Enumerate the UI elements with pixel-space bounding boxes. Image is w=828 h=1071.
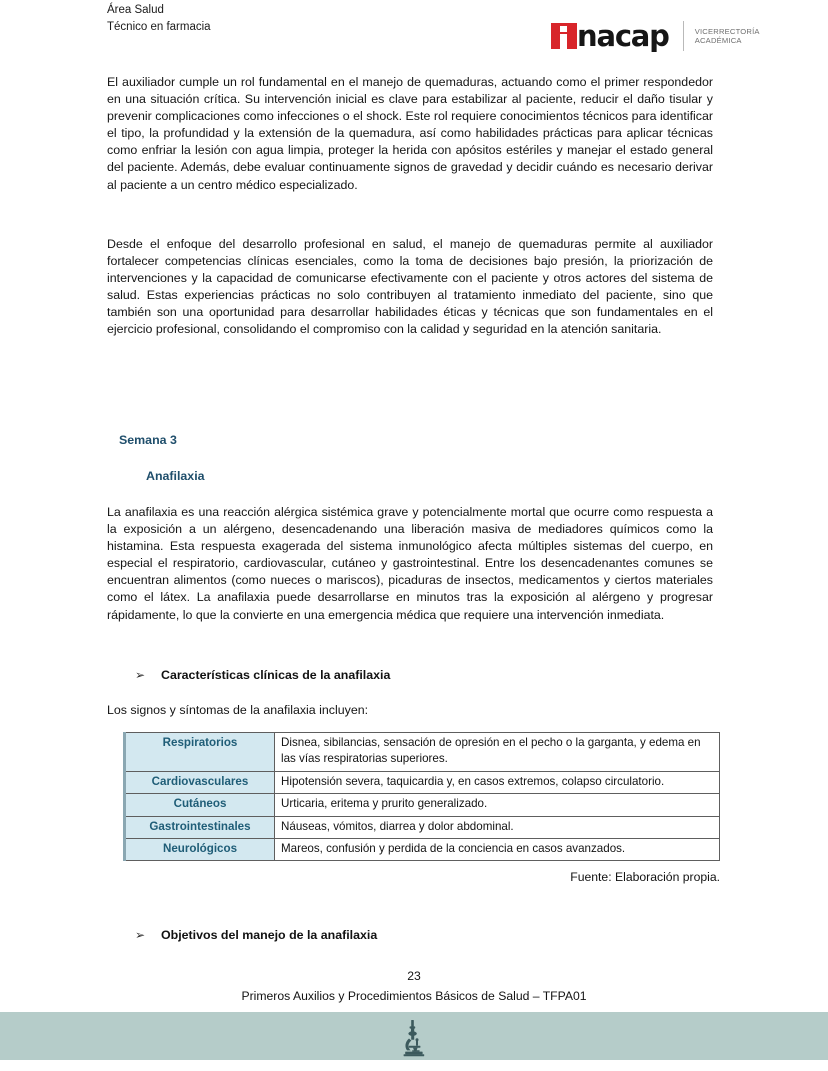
- page-footer: [0, 966, 828, 1006]
- sintomas-table: [123, 732, 720, 861]
- bullet-objetivos-manejo-label: Objetivos del manejo de la anafilaxia: [161, 928, 378, 942]
- paragraph-signos-sintomas-intro: Los signos y síntomas de la anafilaxia incluyen:: [107, 703, 369, 717]
- sintomas-table-body: [125, 733, 720, 861]
- page-header: [0, 0, 828, 70]
- table-row: [125, 816, 720, 838]
- table-cell-description: Disnea, sibilancias, sensación de opresión en el pecho o la garganta, y edema en las vías respiratorias superiores.: [275, 733, 720, 772]
- footer-course-title: Primeros Auxilios y Procedimientos Básicos de Salud – TFPA01: [241, 989, 587, 1003]
- paragraph-desarrollo-profesional: Desde el enfoque del desarrollo profesional en salud, el manejo de quemaduras permite al auxiliador fortalecer competencias clínicas esenciales, como la toma de decisiones bajo presión, la priorización de intervenciones y la capacidad de comunicarse efectivamente con el paciente y otros actores del sistema de salud. Estas experiencias prácticas no solo contribuyen al tratamiento inmediato del paciente, sino que también son una oportunidad para desarrollar habilidades éticas y técnicas que son fundamentales en el ejercicio profesional, consolidando el compromiso con la calidad y seguridad en la atención sanitaria.: [107, 237, 713, 337]
- table-cell-description: Mareos, confusión y perdida de la conciencia en casos avanzados.: [275, 839, 720, 861]
- bullet-caracteristicas-clinicas: [135, 668, 390, 682]
- table-cell-description: Náuseas, vómitos, diarrea y dolor abdominal.: [275, 816, 720, 838]
- table-cell-category: Gastrointestinales: [125, 816, 275, 838]
- table-source-caption: Fuente: Elaboración propia.: [570, 870, 720, 884]
- table-cell-category: Respiratorios: [125, 733, 275, 772]
- table-row: [125, 794, 720, 816]
- microscope-icon: [396, 1018, 432, 1058]
- bullet-caracteristicas-clinicas-label: Características clínicas de la anafilaxia: [161, 668, 391, 682]
- table-cell-description: Hipotensión severa, taquicardia y, en casos extremos, colapso circulatorio.: [275, 771, 720, 793]
- table-cell-description: Urticaria, eritema y prurito generalizado.: [275, 794, 720, 816]
- table-row: [125, 733, 720, 772]
- table-row: [125, 771, 720, 793]
- table-row: [125, 839, 720, 861]
- arrow-bullet-icon: ➢: [135, 668, 146, 682]
- table-cell-category: Cardiovasculares: [125, 771, 275, 793]
- heading-semana-3: Semana 3: [119, 433, 177, 447]
- header-area-line: Área Salud: [107, 4, 164, 16]
- bottom-band-spacer: [0, 1060, 828, 1071]
- logo-subtitle-line1: VICERRECTORÍA: [694, 26, 760, 36]
- logo-i-stem: [560, 34, 567, 49]
- header-program-line: Técnico en farmacia: [107, 21, 211, 33]
- logo-subtitle: [695, 27, 760, 46]
- inacap-wordmark: nacap: [577, 19, 669, 53]
- paragraph-auxiliador-rol: El auxiliador cumple un rol fundamental en el manejo de quemaduras, actuando como el primer respondedor en una situación crítica. Su intervención inicial es clave para estabilizar al paciente, reducir el daño tisular y prevenir complicaciones como infecciones o el shock. Este rol requiere conocimientos técnicos para identificar el tipo, la profundidad y la extensión de la quemadura, así como habilidades prácticas para aplicar técnicas como enfriar la lesión con agua limpia, proteger la herida con apósitos estériles y manejar el estado general del paciente. Además, debe evaluar continuamente signos de gravedad y decidir cuándo es necesario derivar al paciente a un centro médico especializado.: [107, 75, 713, 192]
- header-department-block: [107, 2, 211, 36]
- arrow-bullet-icon: ➢: [135, 928, 146, 942]
- bullet-objetivos-manejo: [135, 928, 377, 942]
- inacap-logo: [551, 19, 760, 53]
- logo-divider: [683, 21, 684, 51]
- page-number: 23: [407, 969, 421, 983]
- logo-subtitle-line2: ACADÉMICA: [694, 36, 742, 45]
- logo-i-dot: [560, 26, 567, 32]
- inacap-logo-mark-icon: [551, 23, 577, 49]
- table-cell-category: Neurológicos: [125, 839, 275, 861]
- heading-anafilaxia: Anafilaxia: [146, 469, 205, 483]
- paragraph-definicion-anafilaxia: La anafilaxia es una reacción alérgica sistémica grave y potencialmente mortal que ocurre como respuesta a la exposición a un alérgeno, desencadenando una liberación masiva de mediadores químicos como la histamina. Esta respuesta exagerada del sistema inmunológico afecta múltiples sistemas del cuerpo, en especial el respiratorio, cardiovascular, cutáneo y gastrointestinal. Entre los desencadenantes comunes se encuentran alimentos (como nueces o mariscos), picaduras de insectos, medicamentos y ciertos materiales como el látex. La anafilaxia puede desarrollarse en minutos tras la exposición al alérgeno y progresar rápidamente, lo que la convierte en una emergencia médica que requiere una intervención inmediata.: [107, 505, 713, 622]
- table-cell-category: Cutáneos: [125, 794, 275, 816]
